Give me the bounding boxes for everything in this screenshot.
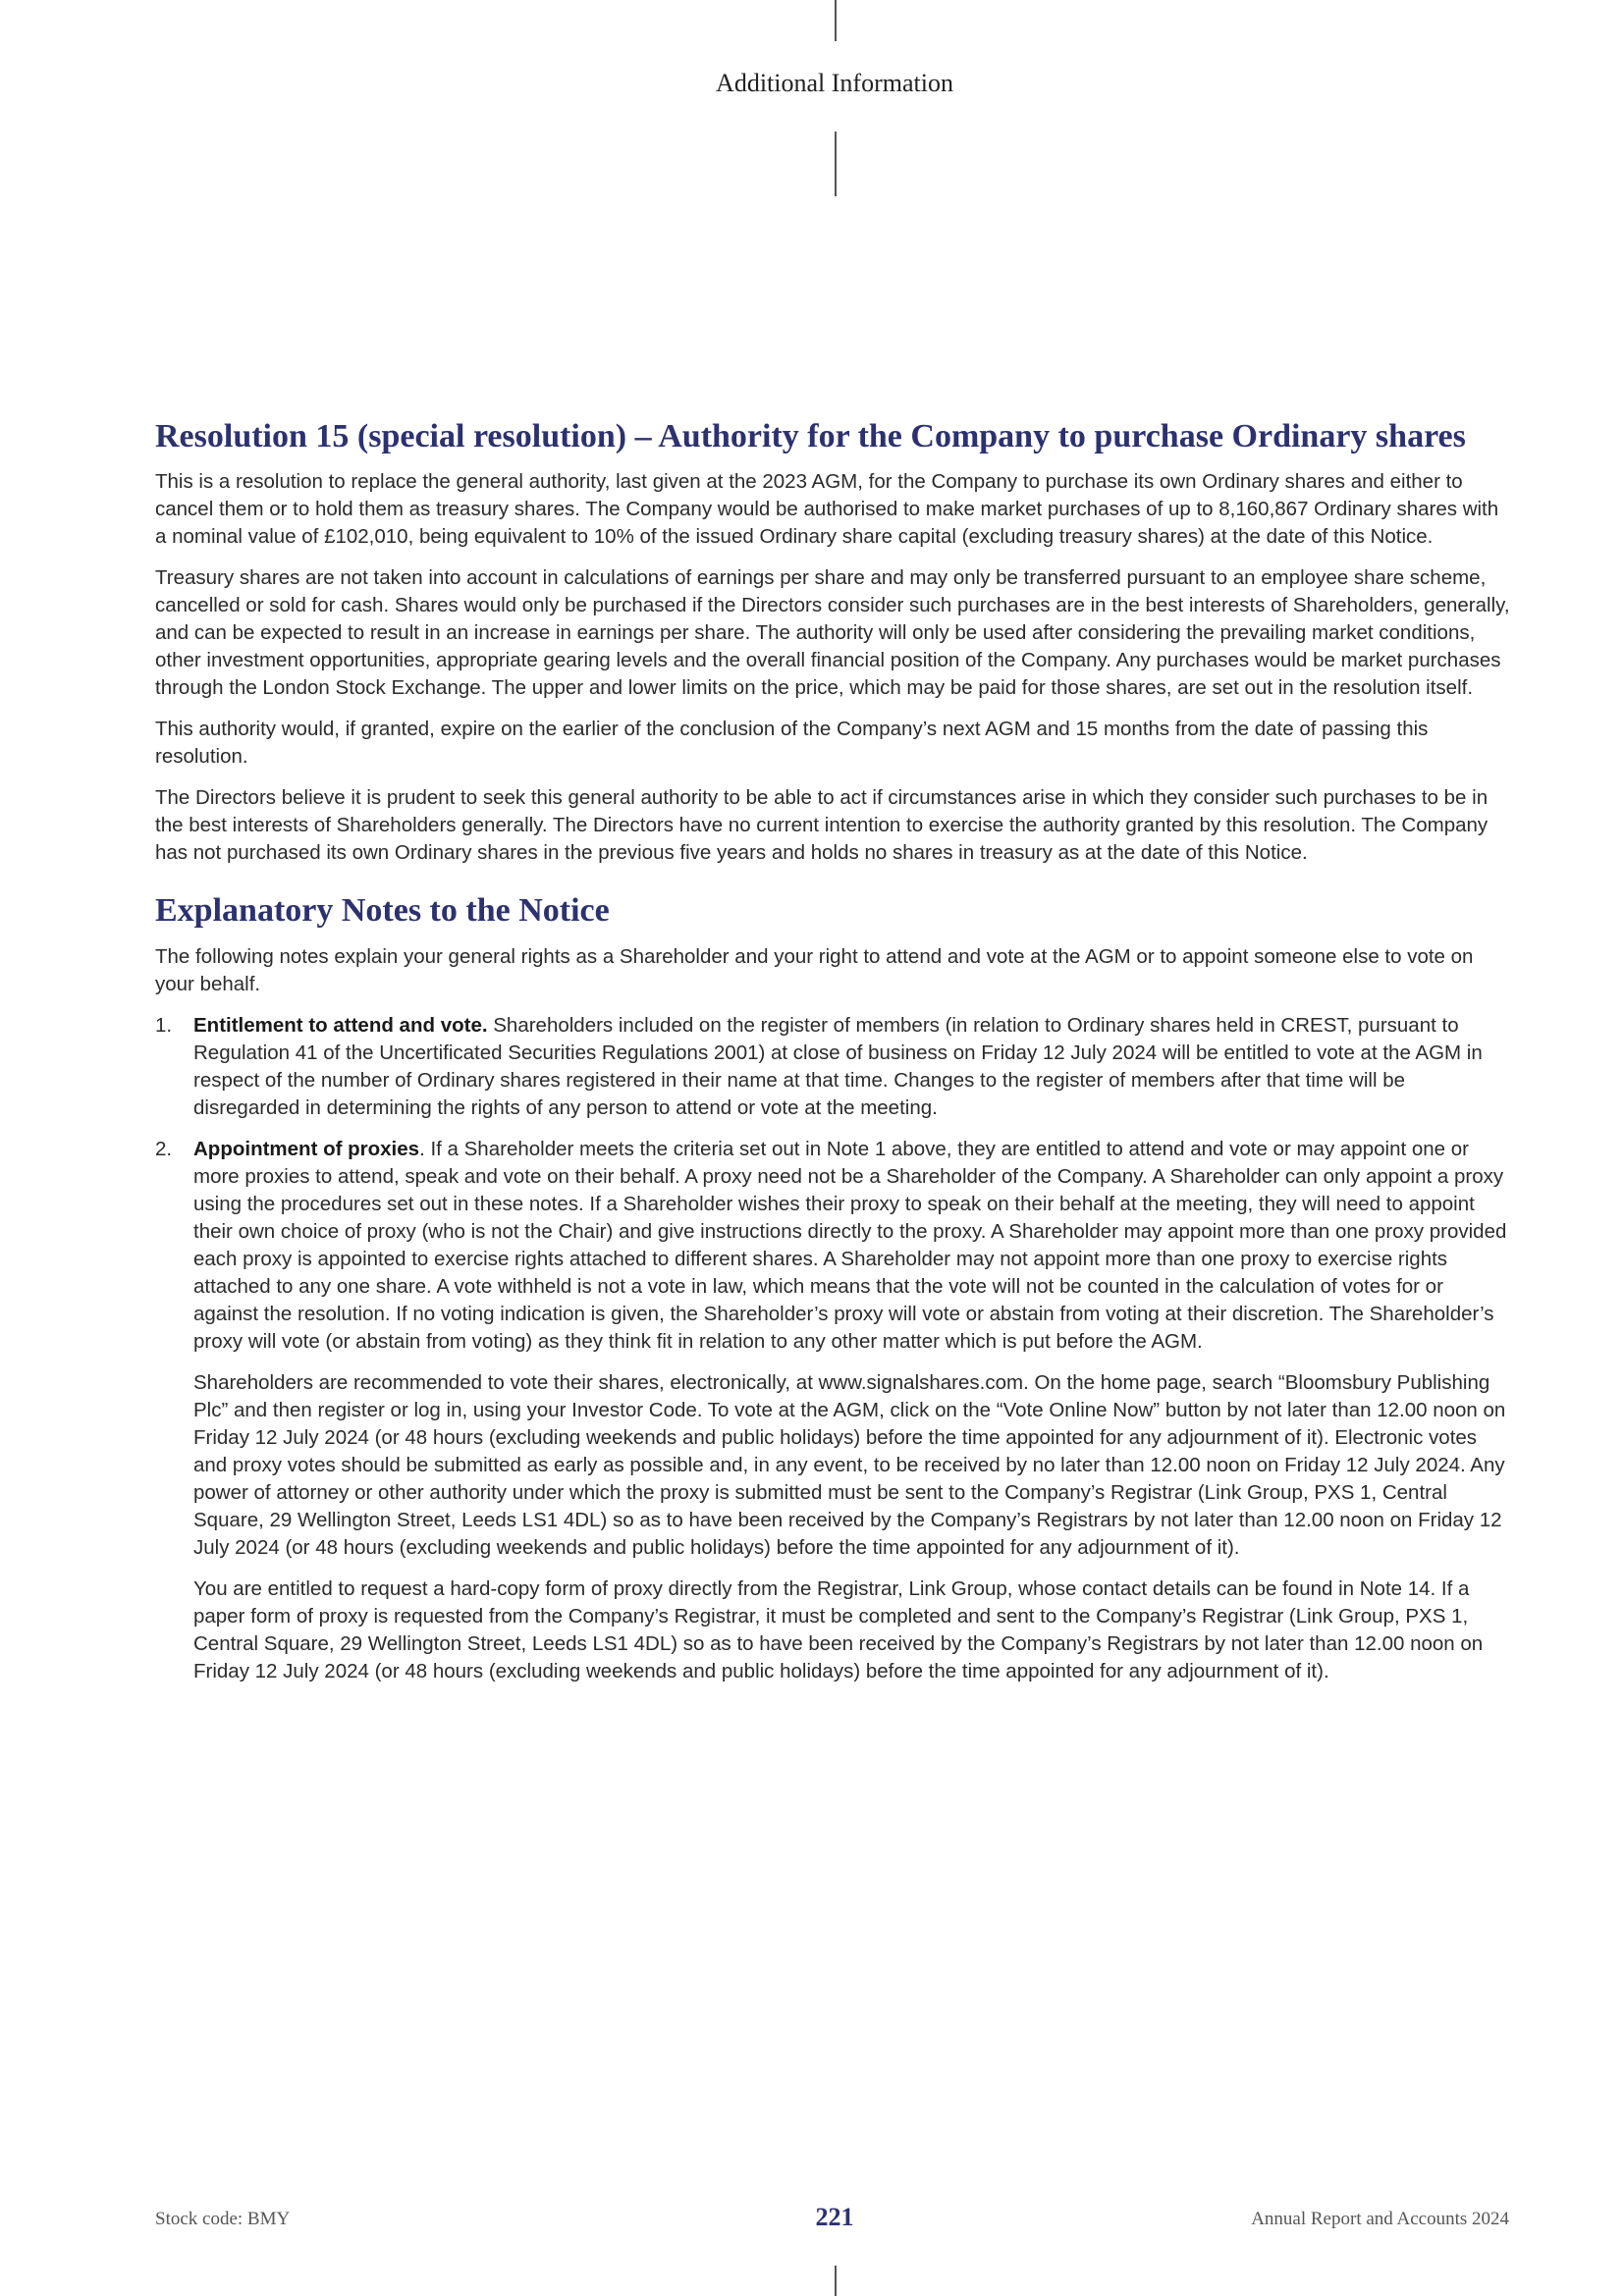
note-paragraph xyxy=(193,1136,1512,1356)
note-number: 1. xyxy=(155,1014,173,1037)
footer-report-title: Annual Report and Accounts 2024 xyxy=(1251,2209,1509,2229)
note-number: 2. xyxy=(155,1138,173,1160)
note-text: . If a Shareholder meets the criteria set out in Note 1 above, they are entitled to attend and vote or may appoint one or more proxies to attend, speak and vote on their behalf. A proxy need not be a Shareholder of the Company. A Shareholder can only appoint a proxy using the procedures set out in these notes. If a Shareholder wishes their proxy to speak on their behalf at the meeting, they will need to appoint their own choice of proxy (who is not the Chair) and give instructions directly to the proxy. A Shareholder may appoint more than one proxy provided each proxy is appointed to exercise rights attached to different shares. A Shareholder may not appoint more than one proxy to exercise rights attached to any one share. A vote withheld is not a vote in law, which means that the vote will not be counted in the calculation of votes for or against the resolution. If no voting indication is given, the Shareholder’s proxy will vote or abstain from voting at their discretion. The Shareholder’s proxy will vote (or abstain from voting) as they think fit in relation to any other matter which is put before the AGM. xyxy=(193,1138,1507,1353)
resolution-paragraph: Treasury shares are not taken into account in calculations of earnings per share and may only be transferred pursuant to an employee share scheme, cancelled or sold for cash. Shares would only be purchased if the Directors consider such purchases are in the best interests of Shareholders, generally, and can be expected to result in an increase in earnings per share. The authority will only be used after considering the prevailing market conditions, other investment opportunities, appropriate gearing levels and the overall financial position of the Company. Any purchases would be market purchases through the London Stock Exchange. The upper and lower limits on the price, which may be paid for those shares, are set out in the resolution itself. xyxy=(155,566,1510,699)
note-text: Shareholders included on the register of members (in relation to Ordinary shares held in CREST, pursuant to Regulation 41 of the Uncertificated Securities Regulations 2001) at close of business on Friday 12 July 2024 will be entitled to vote at the AGM in respect of the number of Ordinary shares registered in their name at that time. Changes to the register of members after that time will be disregarded in determining the rights of any person to attend or vote at the meeting. xyxy=(193,1014,1483,1119)
resolution-paragraph: This authority would, if granted, expire on the earlier of the conclusion of the Company’s next AGM and 15 months from the date of passing this resolution. xyxy=(155,718,1429,768)
notes-list xyxy=(155,1012,1512,1685)
bottom-divider xyxy=(835,2266,837,2296)
resolution-heading: Resolution 15 (special resolution) – Authority for the Company to purchase Ordinary shares xyxy=(155,418,1466,454)
note-item xyxy=(155,1136,1512,1685)
note-extra-paragraph: Shareholders are recommended to vote their shares, electronically, at www.signalshares.com. On the home page, search “Bloomsbury Publishing Plc” and then register or log in, using your Investor Code. To vote at the AGM, click on the “Vote Online Now” button by not later than 12.00 noon on Friday 12 July 2024 (or 48 hours (excluding weekends and public holidays) before the time appointed for any adjournment of it). Electronic votes and proxy votes should be submitted as early as possible and, in any event, to be received by no later than 12.00 noon on Friday 12 July 2024. Any power of attorney or other authority under which the proxy is submitted must be sent to the Company’s Registrar (Link Group, PXS 1, Central Square, 29 Wellington Street, Leeds LS1 4DL) so as to have been received by the Company’s Registrars by not later than 12.00 noon on Friday 12 July 2024 (or 48 hours (excluding weekends and public holidays) before the time appointed for any adjournment of it). xyxy=(193,1371,1506,1559)
header-divider xyxy=(835,132,837,196)
note-extra-paragraph: You are entitled to request a hard-copy form of proxy directly from the Registrar, Link Group, whose contact details can be found in Note 14. If a paper form of proxy is requested from the Company’s Registrar, it must be completed and sent to the Company’s Registrar (Link Group, PXS 1, Central Square, 29 Wellington Street, Leeds LS1 4DL) so as to have been received by the Company’s Registrars by not later than 12.00 noon on Friday 12 July 2024 (or 48 hours (excluding weekends and public holidays) before the time appointed for any adjournment of it). xyxy=(193,1577,1484,1682)
resolution-paragraph: This is a resolution to replace the general authority, last given at the 2023 AGM, for the Company to purchase its own Ordinary shares and either to cancel them or to hold them as treasury shares. The Company would be authorised to make market purchases of up to 8,160,867 Ordinary shares with a nominal value of £102,010, being equivalent to 10% of the issued Ordinary share capital (excluding treasury shares) at the date of this Notice. xyxy=(155,470,1499,548)
footer-stock-code: Stock code: BMY xyxy=(155,2209,291,2229)
note-paragraph xyxy=(193,1012,1512,1122)
note-lead: Entitlement to attend and vote. xyxy=(193,1014,488,1037)
note-item xyxy=(155,1012,1512,1122)
top-divider xyxy=(835,0,837,41)
notes-intro: The following notes explain your general rights as a Shareholder and your right to attend and vote at the AGM or to appoint someone else to vote on your behalf. xyxy=(155,945,1474,995)
section-header: Additional Information xyxy=(716,69,953,97)
page-content xyxy=(155,416,1512,1699)
resolution-paragraph: The Directors believe it is prudent to seek this general authority to be able to act if circumstances arise in which they consider such purchases to be in the best interests of Shareholders generally. The Directors have no current intention to exercise the authority granted by this resolution. The Company has not purchased its own Ordinary shares in the previous five years and holds no shares in treasury as at the date of this Notice. xyxy=(155,786,1489,864)
note-lead: Appointment of proxies xyxy=(193,1138,420,1160)
notes-heading: Explanatory Notes to the Notice xyxy=(155,892,610,929)
footer-page-number: 221 xyxy=(815,2203,854,2231)
